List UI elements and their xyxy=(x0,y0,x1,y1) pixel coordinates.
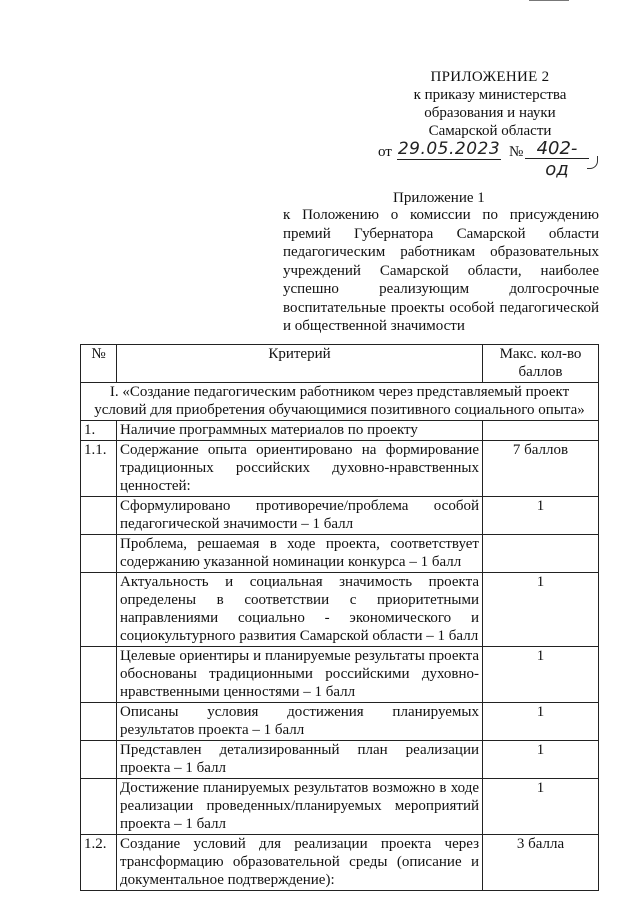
ministry-line-1: образования и науки xyxy=(424,105,556,121)
row-criterion: Проблема, решаемая в ходе проекта, соответствует содержанию указанной номинации конкурса – 1 балл xyxy=(117,535,483,573)
header-max-score: Макс. кол-во баллов xyxy=(483,345,599,383)
row-score: 1 xyxy=(483,779,599,835)
row-number: 1. xyxy=(81,421,117,441)
row-criterion: Достижение планируемых результатов возможно в ходе реализации проведенных/планируемых мероприятий проекта – 1 балл xyxy=(117,779,483,835)
order-reference: к приказу министерства xyxy=(413,87,567,103)
handwriting-stroke xyxy=(587,156,598,169)
appendix-2-title: ПРИЛОЖЕНИЕ 2 xyxy=(430,69,550,85)
table-row xyxy=(81,835,599,891)
table-row xyxy=(81,497,599,535)
row-criterion: Актуальность и социальная значимость проекта определены в соответствии с приоритетными направлениями социально - экономического и социокультурного развития Самарской области – 1 балл xyxy=(117,573,483,647)
row-criterion: Представлен детализированный план реализации проекта – 1 балл xyxy=(117,741,483,779)
row-score xyxy=(483,535,599,573)
row-number xyxy=(81,647,117,703)
row-number: 1.1. xyxy=(81,441,117,497)
row-score: 1 xyxy=(483,647,599,703)
table-row xyxy=(81,741,599,779)
row-score: 1 xyxy=(483,497,599,535)
row-criterion: Описаны условия достижения планируемых результатов проекта – 1 балл xyxy=(117,703,483,741)
appendix-1-title: Приложение 1 xyxy=(393,190,485,206)
date-prefix: от xyxy=(378,144,392,160)
table-row xyxy=(81,421,599,441)
section-row xyxy=(81,383,599,421)
row-score: 1 xyxy=(483,703,599,741)
appendix-2-header xyxy=(380,68,600,140)
row-number: 1.2. xyxy=(81,835,117,891)
table-row xyxy=(81,441,599,497)
handwritten-order-number: 402-од xyxy=(525,138,589,159)
table-row xyxy=(81,647,599,703)
header-number: № xyxy=(81,345,117,383)
row-score: 1 xyxy=(483,573,599,647)
row-score: 7 баллов xyxy=(483,441,599,497)
header-criterion: Критерий xyxy=(117,345,483,383)
table-row xyxy=(81,779,599,835)
order-date-number xyxy=(375,138,615,180)
handwritten-date: 29.05.2023 xyxy=(397,139,501,159)
row-score xyxy=(483,421,599,441)
row-number xyxy=(81,573,117,647)
row-number xyxy=(81,497,117,535)
row-criterion: Создание условий для реализации проекта через трансформацию образовательной среды (описание и документальное подтверждение): xyxy=(117,835,483,891)
row-criterion: Содержание опыта ориентировано на формирование традиционных российских духовно-нравственных ценностей: xyxy=(117,441,483,497)
row-score: 3 балла xyxy=(483,835,599,891)
ministry-line-2: Самарской области xyxy=(428,123,552,139)
table-row xyxy=(81,535,599,573)
row-number xyxy=(81,535,117,573)
row-number xyxy=(81,779,117,835)
table-row xyxy=(81,573,599,647)
row-criterion: Наличие программных материалов по проекту xyxy=(117,421,483,441)
row-number xyxy=(81,741,117,779)
number-sign: № xyxy=(509,144,524,160)
criteria-table xyxy=(80,344,599,891)
row-criterion: Целевые ориентиры и планируемые результаты проекта обоснованы традиционными российскими духовно-нравственными ценностями – 1 балл xyxy=(117,647,483,703)
row-criterion: Сформулировано противоречие/проблема особой педагогической значимости – 1 балл xyxy=(117,497,483,535)
section-title: I. «Создание педагогическим работником через представляемый проект условий для приобретения обучающимися позитивного социального опыта» xyxy=(81,383,599,421)
row-score: 1 xyxy=(483,741,599,779)
appendix-1-description: к Положению о комиссии по присуждению премий Губернатора Самарской области педагогическим работникам образовательных учреждений Самарской области, наиболее успешно реализующим долгосрочные воспитательные проекты особой педагогической и общественной значимости xyxy=(283,207,599,334)
top-edge-line xyxy=(529,0,569,1)
table-header-row xyxy=(81,345,599,383)
row-number xyxy=(81,703,117,741)
table-row xyxy=(81,703,599,741)
